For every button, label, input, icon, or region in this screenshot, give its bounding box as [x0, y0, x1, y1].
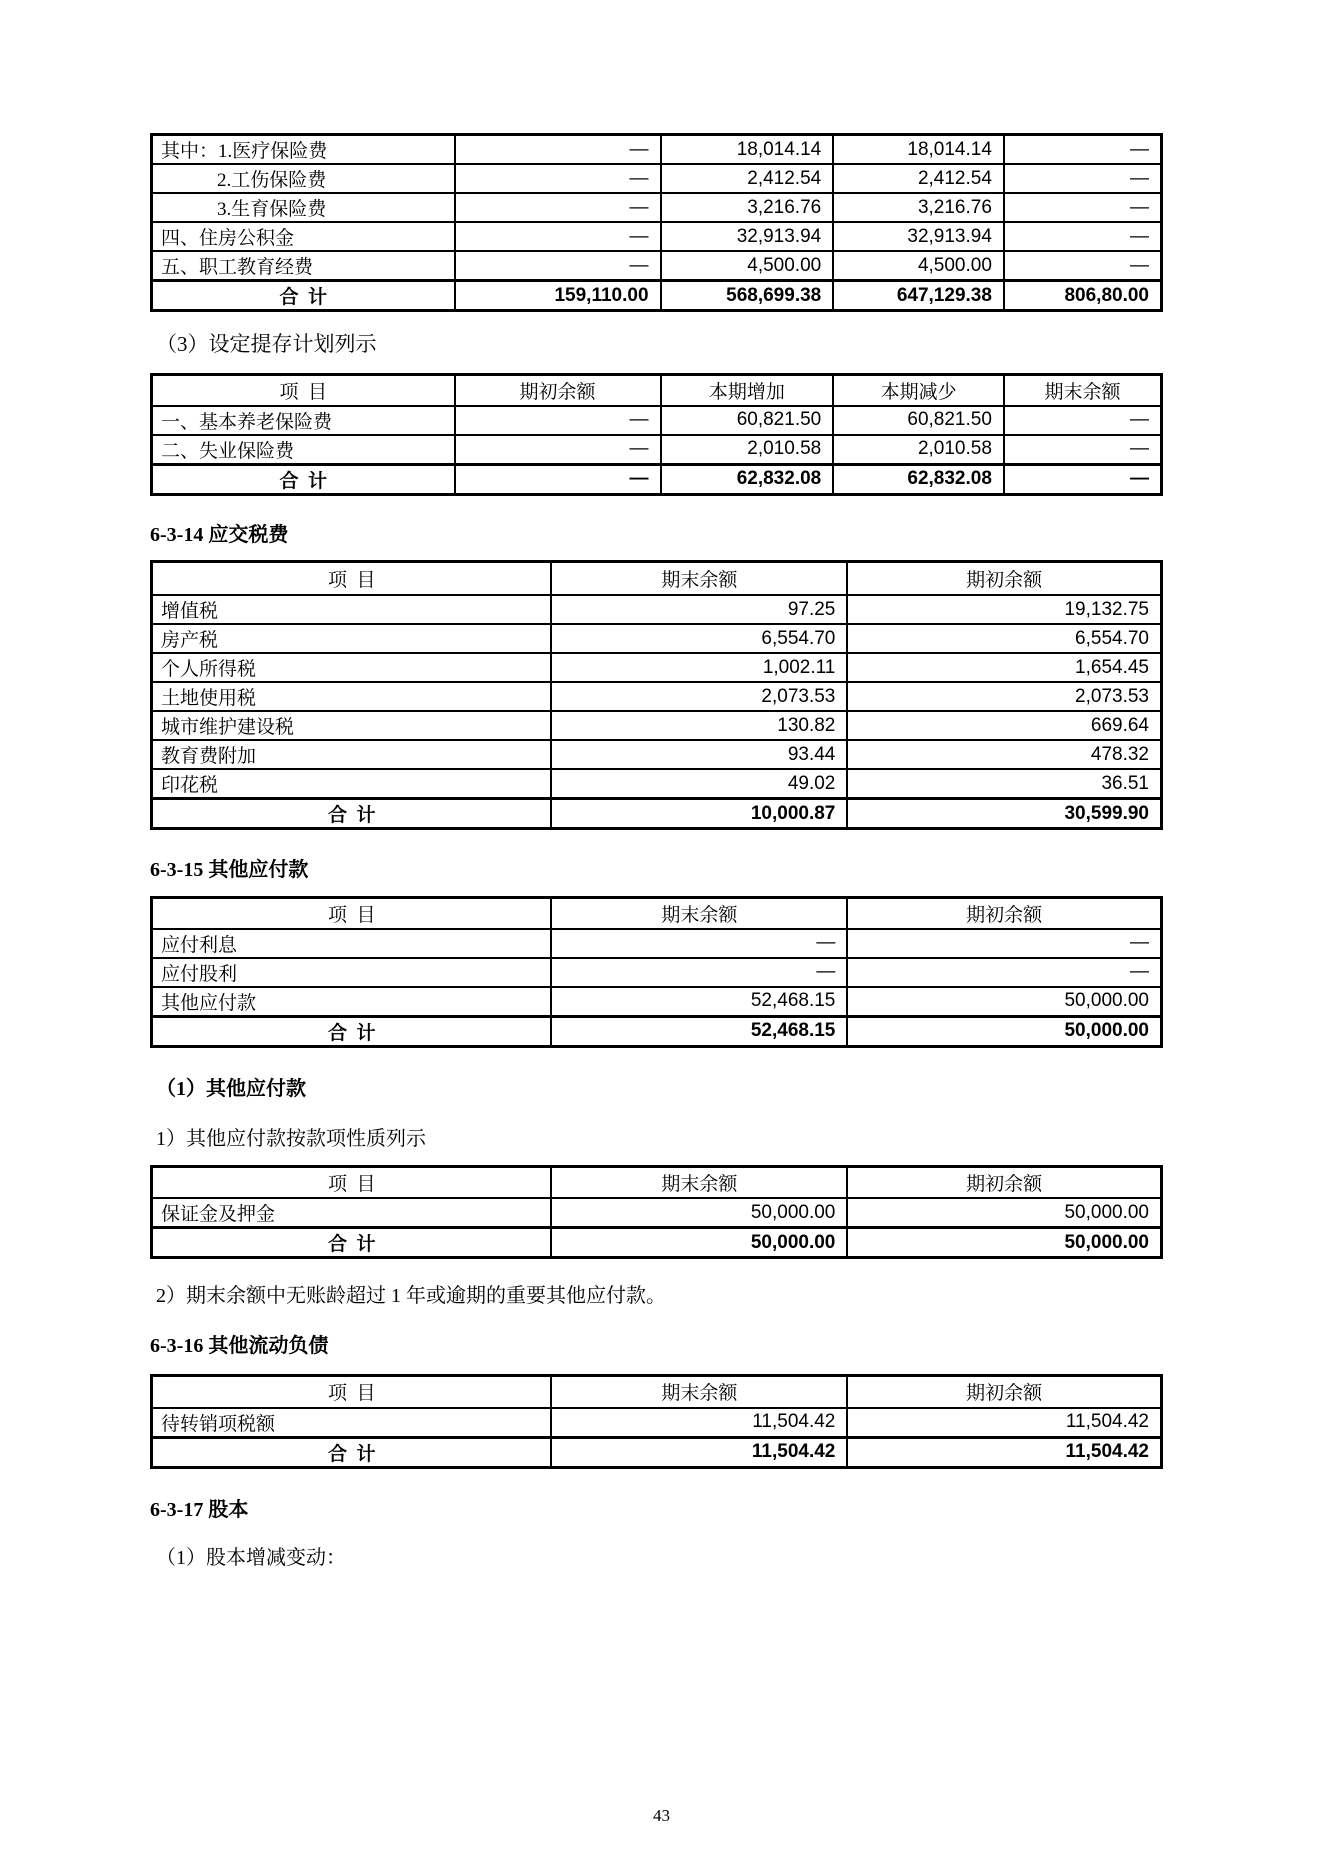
value-cell: 50,000.00: [551, 1198, 847, 1228]
table-header-row: [152, 1166, 1162, 1198]
other-current-liabilities-grid: [150, 1374, 1163, 1469]
item-label-cell: 教育费附加: [152, 740, 552, 769]
column-header: 期末余额: [1004, 375, 1162, 406]
table-header-row: [152, 561, 1162, 595]
total-row: [152, 799, 1162, 829]
table-row: [152, 1198, 1162, 1228]
item-label-cell: 增值税: [152, 595, 552, 624]
item-label-cell: 保证金及押金: [152, 1198, 552, 1228]
value-cell: —: [455, 164, 661, 193]
table-header-row: [152, 898, 1162, 929]
defined-contribution-plan-grid: [150, 373, 1163, 496]
column-header: 项 目: [152, 375, 455, 406]
employee-benefits-continuation-table: [150, 133, 1163, 312]
value-cell: 18,014.14: [661, 135, 834, 165]
table-row: [152, 435, 1162, 465]
defined-contribution-plan-table: [150, 373, 1163, 496]
value-cell: —: [1004, 435, 1162, 465]
item-label-cell: 合 计: [152, 1437, 552, 1467]
column-header: 期初余额: [847, 1166, 1161, 1198]
table-row: [152, 624, 1162, 653]
item-label-cell: 一、基本养老保险费: [152, 406, 455, 435]
value-cell: 11,504.42: [551, 1437, 847, 1467]
value-cell: 50,000.00: [551, 1228, 847, 1258]
value-cell: 1,002.11: [551, 653, 847, 682]
item-label-cell: 待转销项税额: [152, 1408, 552, 1438]
item-label-cell: 合 计: [152, 281, 455, 311]
column-header: 期初余额: [847, 1376, 1161, 1408]
table-header-row: [152, 1376, 1162, 1408]
value-cell: 159,110.00: [455, 281, 661, 311]
note-other-payables-aging: 2）期末余额中无账龄超过 1 年或逾期的重要其他应付款。: [156, 1285, 666, 1307]
total-row: [152, 1437, 1162, 1467]
value-cell: —: [847, 958, 1161, 987]
value-cell: 32,913.94: [661, 222, 834, 251]
value-cell: 52,468.15: [551, 987, 847, 1017]
item-label-cell: 印花税: [152, 769, 552, 799]
value-cell: 478.32: [847, 740, 1161, 769]
value-cell: —: [1004, 193, 1162, 222]
value-cell: 62,832.08: [661, 464, 834, 494]
value-cell: —: [1004, 406, 1162, 435]
value-cell: 2,073.53: [847, 682, 1161, 711]
item-label-cell: 四、住房公积金: [152, 222, 455, 251]
column-header: 本期增加: [661, 375, 834, 406]
value-cell: 3,216.76: [661, 193, 834, 222]
taxes-payable-grid: [150, 560, 1163, 831]
total-row: [152, 1016, 1162, 1046]
other-payables-grid: [150, 896, 1163, 1048]
table-row: [152, 682, 1162, 711]
item-label-cell: 城市维护建设税: [152, 711, 552, 740]
item-label-cell: 3.生育保险费: [152, 193, 455, 222]
table-row: [152, 222, 1162, 251]
item-label-cell: 五、职工教育经费: [152, 251, 455, 281]
value-cell: 32,913.94: [833, 222, 1004, 251]
page-number: 43: [653, 1806, 670, 1825]
value-cell: —: [455, 251, 661, 281]
value-cell: 6,554.70: [551, 624, 847, 653]
taxes-payable-table: [150, 560, 1163, 831]
table-row: [152, 406, 1162, 435]
value-cell: 130.82: [551, 711, 847, 740]
item-label-cell: 房产税: [152, 624, 552, 653]
item-label-cell: 土地使用税: [152, 682, 552, 711]
table-row: [152, 987, 1162, 1017]
item-label-cell: 二、失业保险费: [152, 435, 455, 465]
value-cell: —: [455, 135, 661, 165]
column-header: 期初余额: [847, 561, 1161, 595]
item-label-cell: 合 计: [152, 464, 455, 494]
table-row: [152, 251, 1162, 281]
value-cell: 11,504.42: [551, 1408, 847, 1438]
value-cell: 11,504.42: [847, 1408, 1161, 1438]
value-cell: 19,132.75: [847, 595, 1161, 624]
table-row: [152, 164, 1162, 193]
value-cell: 4,500.00: [833, 251, 1004, 281]
heading-other-payables: 6-3-15 其他应付款: [150, 859, 309, 881]
value-cell: —: [1004, 464, 1162, 494]
column-header: 项 目: [152, 561, 552, 595]
other-payables-by-nature-grid: [150, 1165, 1163, 1260]
table-row: [152, 1408, 1162, 1438]
note-other-payables-by-nature: 1）其他应付款按款项性质列示: [156, 1127, 426, 1150]
value-cell: —: [455, 406, 661, 435]
value-cell: 18,014.14: [833, 135, 1004, 165]
item-label-cell: 其中：1.医疗保险费: [152, 135, 455, 165]
value-cell: 30,599.90: [847, 799, 1161, 829]
value-cell: 50,000.00: [847, 987, 1161, 1017]
heading-taxes-payable: 6-3-14 应交税费: [150, 523, 289, 546]
table-row: [152, 958, 1162, 987]
page-content: [150, 133, 1163, 1570]
value-cell: —: [1004, 164, 1162, 193]
value-cell: 50,000.00: [847, 1016, 1161, 1046]
other-payables-by-nature-table: [150, 1165, 1163, 1260]
column-header: 期初余额: [455, 375, 661, 406]
column-header: 期末余额: [551, 898, 847, 929]
value-cell: 97.25: [551, 595, 847, 624]
value-cell: 4,500.00: [661, 251, 834, 281]
value-cell: —: [1004, 135, 1162, 165]
item-label-cell: 应付利息: [152, 929, 552, 958]
column-header: 项 目: [152, 898, 552, 929]
value-cell: 2,010.58: [833, 435, 1004, 465]
total-row: [152, 1228, 1162, 1258]
item-label-cell: 合 计: [152, 1016, 552, 1046]
value-cell: 806,80.00: [1004, 281, 1162, 311]
table-row: [152, 595, 1162, 624]
table-row: [152, 711, 1162, 740]
value-cell: —: [1004, 251, 1162, 281]
heading-other-current-liabilities: 6-3-16 其他流动负债: [150, 1335, 329, 1357]
value-cell: —: [847, 929, 1161, 958]
value-cell: 93.44: [551, 740, 847, 769]
item-label-cell: 合 计: [152, 1228, 552, 1258]
table-row: [152, 135, 1162, 165]
column-header: 期末余额: [551, 561, 847, 595]
value-cell: 647,129.38: [833, 281, 1004, 311]
value-cell: —: [455, 222, 661, 251]
value-cell: —: [551, 929, 847, 958]
value-cell: 2,010.58: [661, 435, 834, 465]
table-row: [152, 193, 1162, 222]
value-cell: 2,073.53: [551, 682, 847, 711]
value-cell: —: [455, 435, 661, 465]
value-cell: 50,000.00: [847, 1198, 1161, 1228]
value-cell: 49.02: [551, 769, 847, 799]
total-row: [152, 464, 1162, 494]
value-cell: 10,000.87: [551, 799, 847, 829]
heading-other-payables-detail: （1）其他应付款: [156, 1077, 306, 1100]
value-cell: 3,216.76: [833, 193, 1004, 222]
item-label-cell: 个人所得税: [152, 653, 552, 682]
value-cell: —: [1004, 222, 1162, 251]
value-cell: 60,821.50: [833, 406, 1004, 435]
value-cell: —: [455, 464, 661, 494]
item-label-cell: 合 计: [152, 799, 552, 829]
column-header: 项 目: [152, 1166, 552, 1198]
other-payables-table: [150, 896, 1163, 1048]
note-share-capital-changes: （1）股本增减变动：: [156, 1546, 346, 1569]
table-row: [152, 740, 1162, 769]
other-current-liabilities-table: [150, 1374, 1163, 1469]
value-cell: 50,000.00: [847, 1228, 1161, 1258]
value-cell: 62,832.08: [833, 464, 1004, 494]
item-label-cell: 2.工伤保险费: [152, 164, 455, 193]
value-cell: 6,554.70: [847, 624, 1161, 653]
value-cell: —: [455, 193, 661, 222]
heading-defined-contribution-plan: （3）设定提存计划列示: [156, 332, 377, 356]
value-cell: 1,654.45: [847, 653, 1161, 682]
table-row: [152, 929, 1162, 958]
value-cell: 2,412.54: [661, 164, 834, 193]
payroll-continuation-grid: [150, 133, 1163, 312]
item-label-cell: 应付股利: [152, 958, 552, 987]
total-row: [152, 281, 1162, 311]
table-row: [152, 769, 1162, 799]
column-header: 本期减少: [833, 375, 1004, 406]
table-header-row: [152, 375, 1162, 406]
column-header: 期末余额: [551, 1166, 847, 1198]
value-cell: 2,412.54: [833, 164, 1004, 193]
value-cell: 36.51: [847, 769, 1161, 799]
value-cell: 11,504.42: [847, 1437, 1161, 1467]
value-cell: 60,821.50: [661, 406, 834, 435]
table-row: [152, 653, 1162, 682]
column-header: 期末余额: [551, 1376, 847, 1408]
column-header: 项 目: [152, 1376, 552, 1408]
column-header: 期初余额: [847, 898, 1161, 929]
item-label-cell: 其他应付款: [152, 987, 552, 1017]
heading-share-capital: 6-3-17 股本: [150, 1498, 249, 1521]
value-cell: 568,699.38: [661, 281, 834, 311]
value-cell: 669.64: [847, 711, 1161, 740]
value-cell: 52,468.15: [551, 1016, 847, 1046]
value-cell: —: [551, 958, 847, 987]
